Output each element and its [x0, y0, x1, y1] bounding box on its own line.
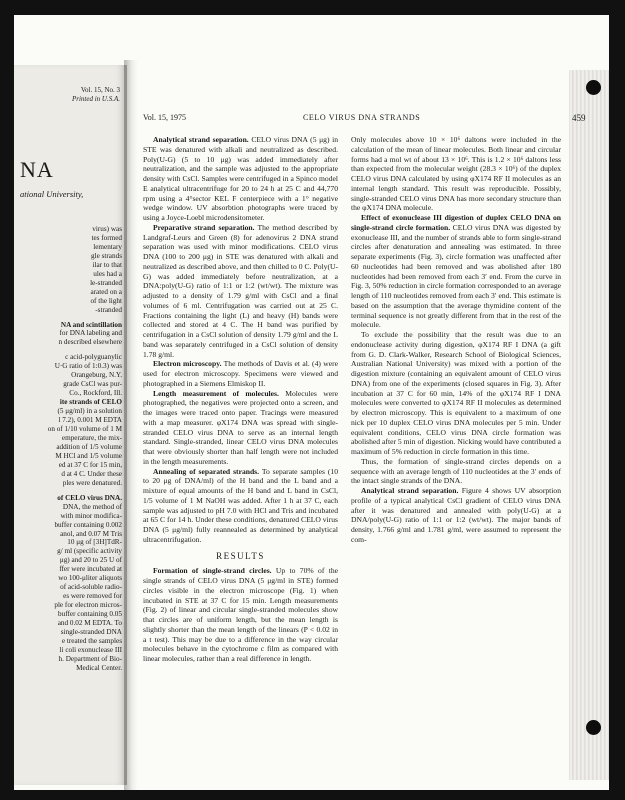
runin-heading: Length measurement of molecules.	[153, 388, 279, 398]
left-page-line: single-stranded DNA	[60, 627, 122, 636]
left-page-line: e treated the samples	[61, 636, 122, 645]
left-page-line: of acid-soluble radio-	[60, 583, 122, 592]
left-page-line: 10 μg of [3H]TdR-	[67, 538, 122, 547]
left-page-line: M HCl and 1/5 volume	[55, 451, 122, 460]
left-page-line: ple for electron micros-	[54, 601, 122, 610]
left-page-line: h. Department of Bio-	[58, 654, 122, 663]
results-heading: RESULTS	[216, 550, 265, 561]
left-page-line: le-stranded	[90, 278, 122, 287]
text-column-right	[351, 135, 561, 545]
paragraph-text: The methods of Davis et al. (4) were used for electron microscopy. Specimens were viewed and photographed in a Siemens Elmiskop II.	[143, 359, 338, 388]
left-printed-text: Printed in U.S.A.	[71, 95, 120, 103]
scanned-sheet	[14, 15, 609, 790]
runin-heading: Effect of exonuclease III digestion of duplex CELO DNA on single-strand circle formation.	[351, 213, 561, 232]
left-page-line: d at 4 C. Under these	[61, 469, 122, 478]
paragraph: To exclude the possibility that the result was due to an endonuclease activity during digestion, φX174 RF I DNA (a gift from G. D. Clark-Walker, Research School of Biological Sciences, Australian National University) was mixed with a portion of the digestion mixture (containing an equivalent amount of CELO virus DNA) from one of the experiments (closed squares in Fig. 3). After incubation at 37 C for 60 min, 14% of the φX174 RF I DNA molecules were converted to φX174 RF II molecules as determined by electron microscopy. This is equivalent to a maximum of one nick per 10 duplex CELO virus DNA molecules per 5 min. Under equivalent conditions, CELO virus DNA circle formation was abolished after 5 min of digestion. Nicking would have contributed a maximum of 5% reduction in circle formation in this time.	[351, 330, 561, 456]
left-page-line: Medical Center.	[76, 663, 122, 672]
left-page-line: gle strands	[91, 251, 122, 260]
paragraph-text: The method described by Landgraf-Leurs and Green (8) for adenovirus 2 DNA strand separation was used with minor modifications. CELO virus DNA (100 to 200 μg) in STE was denatured with alkali and neutralized as described above, and then chilled to 0 C. Poly(U-G) was added immediately before neutralization, at a DNA:poly(U-G) ratio of 1:1 or 1:2 (wt/wt). The mixture was adjusted to a density of 1.79 g/ml with CsCl and a final volumes of 6 ml. Centrifugation was carried out at 25 C. Fractions containing the light (L) and heavy (H) bands were collected and stored at 4 C. The H band was purified by centrifugation in a CsCl solution of density 1.79 g/ml and the L band was separately centrifuged in a CsCl solution of density 1.78 g/ml.	[143, 222, 339, 359]
left-page-line: of CELO virus DNA.	[57, 493, 122, 502]
left-page-line: ite strands of CELO	[59, 398, 122, 407]
left-page-line: ples were denatured.	[62, 478, 122, 487]
left-page-line: μg) and 20 to 25 U of	[59, 556, 122, 565]
left-affiliation-fragment: ational University,	[20, 189, 84, 199]
left-page-line: grade CsCl was pur-	[63, 380, 122, 389]
paragraph-text: CELO virus DNA was digested by exonuclease III, and the number of strands able to form single-strand circles after denaturation and annealing was estimated. In three separate experiments (Fig. 3), circle formation was unaffected after 60 nucleotides had been removed and was abolished after 180 nucleotides had been removed from each 3′ end. From the curve in Fig. 3, 50% reduction in circle formation corresponded to an average length of 110 nucleotides removed from each 3′ end. This estimate is based on the assumption that the average thymidine content of the terminal sequence is not greatly different from that in the rest of the molecule.	[351, 222, 561, 330]
punch-hole	[586, 80, 601, 95]
left-page-line: ilar to that	[92, 260, 122, 269]
paragraph-text: CELO virus DNA (5 μg) in STE was denatured with alkali and neutralized as described. Poly(U-G) (5 to 10 μg) was added immediately after neutralization, and the sample was adjusted to the appropriate density with CsCl. Samples were centrifuged in a Spinco model E analytical ultracentrifuge for 20 to 24 h at 25 C and 44,770 rpm using a 4°sector KEL F centerpiece with a 1° negative wedge window. UV absorbtion photographs were traced by using a Joyce-Loebl microdensitometer.	[143, 135, 338, 222]
paragraph-text: To separate samples (10 to 20 μg of DNA/ml) of the H band and the L band and a mixture of equal amounts of the H band and L band in CsCl, 1/5 volume of 1 M NaOH was added. After 1 h at 37 C, each sample was adjusted to pH 7.0 with HCl and Tris and incubated at 65 C for 14 h. Under these conditions, denatured CELO virus DNA (5 μg/ml) fully reannealed as determined by analytical ultracentrifugation.	[143, 466, 338, 544]
left-title-fragment: NA	[20, 157, 54, 182]
left-page-line: buffer containing 0.002	[54, 520, 122, 529]
left-page-line: anol, and 0.07 M Tris	[60, 529, 122, 538]
paragraph	[143, 389, 338, 467]
left-page-line: ed at 37 C for 15 min,	[58, 460, 122, 469]
runin-heading: Analytical strand separation.	[361, 486, 459, 495]
paragraph	[143, 566, 338, 664]
left-volume-text: Vol. 15, No. 3	[80, 86, 120, 94]
left-page-line: emperature, the mix-	[61, 433, 122, 442]
left-page-line: and 0.02 M EDTA. To	[57, 619, 122, 628]
running-title: CELO VIRUS DNA STRANDS	[303, 113, 421, 122]
runin-heading: Analytical strand separation.	[153, 135, 249, 144]
paragraph	[351, 486, 561, 545]
left-page-line: Orangeburg, N.Y.	[71, 371, 122, 380]
left-page-line: Co., Rockford, Ill.	[69, 389, 122, 398]
left-page-line: addition of 1/5 volume	[56, 442, 122, 451]
journal-volume: Vol. 15, 1975	[143, 113, 186, 122]
left-page-line: virus) was	[92, 225, 122, 233]
paragraph	[143, 359, 338, 388]
runin-heading: Electron microscopy.	[153, 359, 222, 369]
left-page-line: lementary	[93, 242, 122, 251]
paragraph: Only molecules above 10 × 10⁶ daltons were included in the calculation of the mean of linear molecules. Both linear and circular forms had a mol wt of about 13 × 10⁶. This is 1.2 × 10⁶ daltons less than expected from the molecular weight (28.3 × 10⁶) of the duplex CELO virus DNA calculated by using φX174 RF II molecules as an internal length standard. This result was reproducible. Possibly, single-stranded CELO virus DNA has more secondary structure than the φX174 DNA molecule.	[351, 135, 561, 213]
left-page-line: -stranded	[95, 305, 122, 314]
paragraph-text: Up to 70% of the single strands of CELO virus DNA (5 μg/ml in STE) formed circles visible in the electron microscope (Fig. 1) when incubated in STE at 37 C for 15 min. Length measurements (Fig. 2) of linear and circular single-stranded molecules show that circles are of uniform length, but the mean length is slightly shorter than the mean length of the linears (P < 0.02 in a t test). This may be due to a difference in the way circular molecules behave in the cytochrome c film as compared with linear molecules, rather than a real difference in length.	[143, 566, 338, 663]
runin-heading: Preparative strand separation.	[153, 222, 255, 232]
paragraph-text: Molecules were photographed, the negatives were projected onto a screen, and the images were traced onto paper. Tracings were measured with a map measurer. φX174 DNA was spread with single-stranded CELO virus DNA to serve as an internal length standard. Single-stranded, linear CELO virus DNA molecules that were obviously shorter than half length were not included in the length measurements.	[143, 388, 338, 466]
left-page-line: ules had a	[93, 269, 122, 278]
left-page-line: ffer were incubated at	[59, 565, 122, 574]
text-column-left	[143, 135, 338, 664]
left-page-line: es were removed for	[63, 592, 122, 601]
left-page-text-column	[20, 225, 122, 673]
left-page-line: DNA, the method of	[62, 502, 122, 511]
page-number: 459	[572, 113, 586, 123]
punch-hole	[586, 720, 601, 735]
left-page-volume	[72, 86, 120, 104]
left-page-fragment	[14, 65, 127, 785]
left-page-line: c acid-polyguanylic	[65, 353, 122, 362]
left-page-line: for DNA labeling and	[59, 329, 122, 338]
left-page-line: with minor modifica-	[60, 511, 122, 520]
paragraph	[143, 223, 338, 360]
left-page-line: tes formed	[91, 233, 122, 242]
left-page-line: NA and scintillation	[60, 320, 122, 329]
paragraph	[143, 135, 338, 223]
left-page-line: buffer containing 0.05	[58, 610, 122, 619]
paragraph: Thus, the formation of single-strand circles depends on a sequence with an average length of 110 nucleotides at the 3′ ends of the intact single strands of the DNA.	[351, 456, 561, 486]
left-page-line: of the light	[90, 296, 122, 305]
left-page-line: on of 1/10 volume of 1 M	[47, 425, 122, 434]
paragraph	[143, 467, 338, 545]
runin-heading: Formation of single-strand circles.	[153, 566, 272, 576]
paragraph-text: Figure 4 shows UV absorption profile of a typical analytical CsCl gradient of CELO virus DNA after it was denatured and annealed with poly(U-G) at a DNA/poly(U-G) ratio of 1:1 or 1:2 (wt/wt). The major bands of density, 1.766 g/ml and 1.781 g/ml, were assumed to represent the com-	[351, 486, 561, 544]
left-page-line: U·G ratio of 1:0.3) was	[54, 362, 122, 371]
runin-heading: Annealing of separated strands.	[153, 466, 260, 476]
left-page-line: wo 100-μliter aliquots	[58, 574, 122, 583]
left-page-line: n described elsewhere	[58, 338, 122, 347]
left-page-line: (5 μg/ml) in a solution	[57, 407, 122, 416]
main-page	[135, 55, 585, 785]
paragraph	[351, 213, 561, 330]
left-page-line: arated on a	[90, 287, 122, 296]
left-page-line: l 7.2), 0.001 M EDTA	[58, 416, 122, 425]
left-page-line: g/ ml (specific activity	[57, 547, 122, 556]
left-page-line: li coli exonuclease III	[59, 645, 122, 654]
